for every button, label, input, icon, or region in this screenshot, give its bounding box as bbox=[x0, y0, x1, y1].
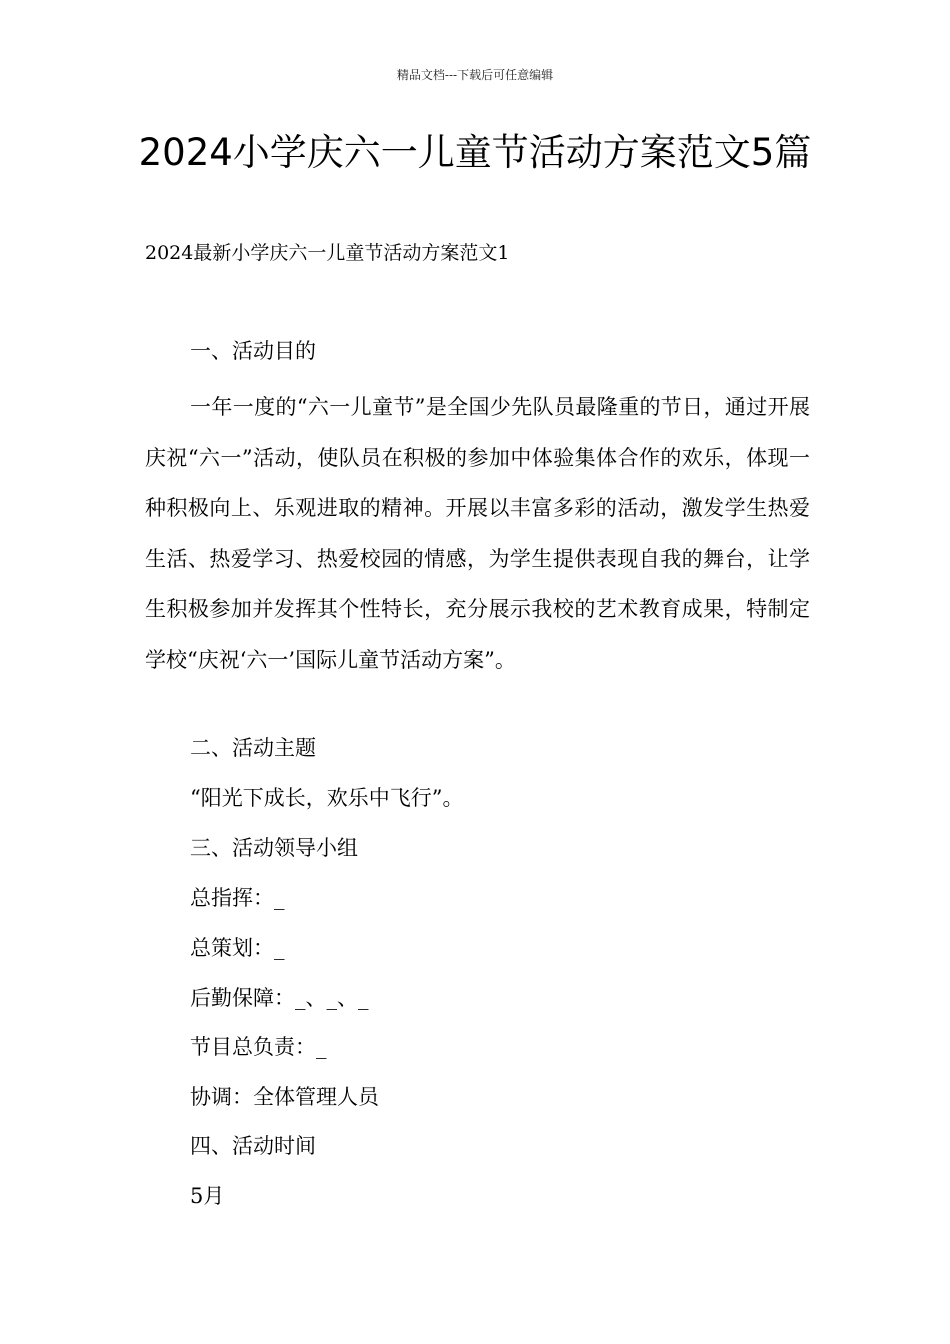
purpose-paragraph: 一年一度的“六一儿童节”是全国少先队员最隆重的节日，通过开展庆祝“六一”活动，使队员在积极的参加中体验集体合作的欢乐，体现一种积极向上、乐观进取的精神。开展以丰富多彩的活动，激发学生热爱生活、热爱学习、热爱校园的情感，为学生提供表现自我的舞台，让学生积极参加并发挥其个性特长，充分展示我校的艺术教育成果，特制定学校“庆祝‘六一’国际儿童节活动方案”。 bbox=[145, 395, 810, 672]
document-subtitle: 2024最新小学庆六一儿童节活动方案范文1 bbox=[145, 242, 510, 264]
section-leadership-heading: 三、活动领导小组 bbox=[190, 836, 358, 860]
time-text: 5月 bbox=[190, 1184, 225, 1208]
leadership-item-logistics: 后勤保障：_、_、_ bbox=[190, 986, 369, 1010]
section-theme-heading: 二、活动主题 bbox=[190, 736, 316, 760]
leadership-item-program-lead: 节目总负责：_ bbox=[190, 1035, 327, 1059]
leadership-item-planner: 总策划：_ bbox=[190, 936, 285, 960]
leadership-item-coordination: 协调：全体管理人员 bbox=[190, 1085, 379, 1109]
section-time-heading: 四、活动时间 bbox=[190, 1134, 316, 1158]
header-note: 精品文档---下载后可任意编辑 bbox=[396, 68, 554, 82]
section-purpose-heading: 一、活动目的 bbox=[190, 339, 316, 363]
document-title: 2024小学庆六一儿童节活动方案范文5篇 bbox=[138, 131, 812, 174]
leadership-item-commander: 总指挥：_ bbox=[190, 886, 285, 910]
theme-text: “阳光下成长，欢乐中飞行”。 bbox=[190, 786, 464, 810]
